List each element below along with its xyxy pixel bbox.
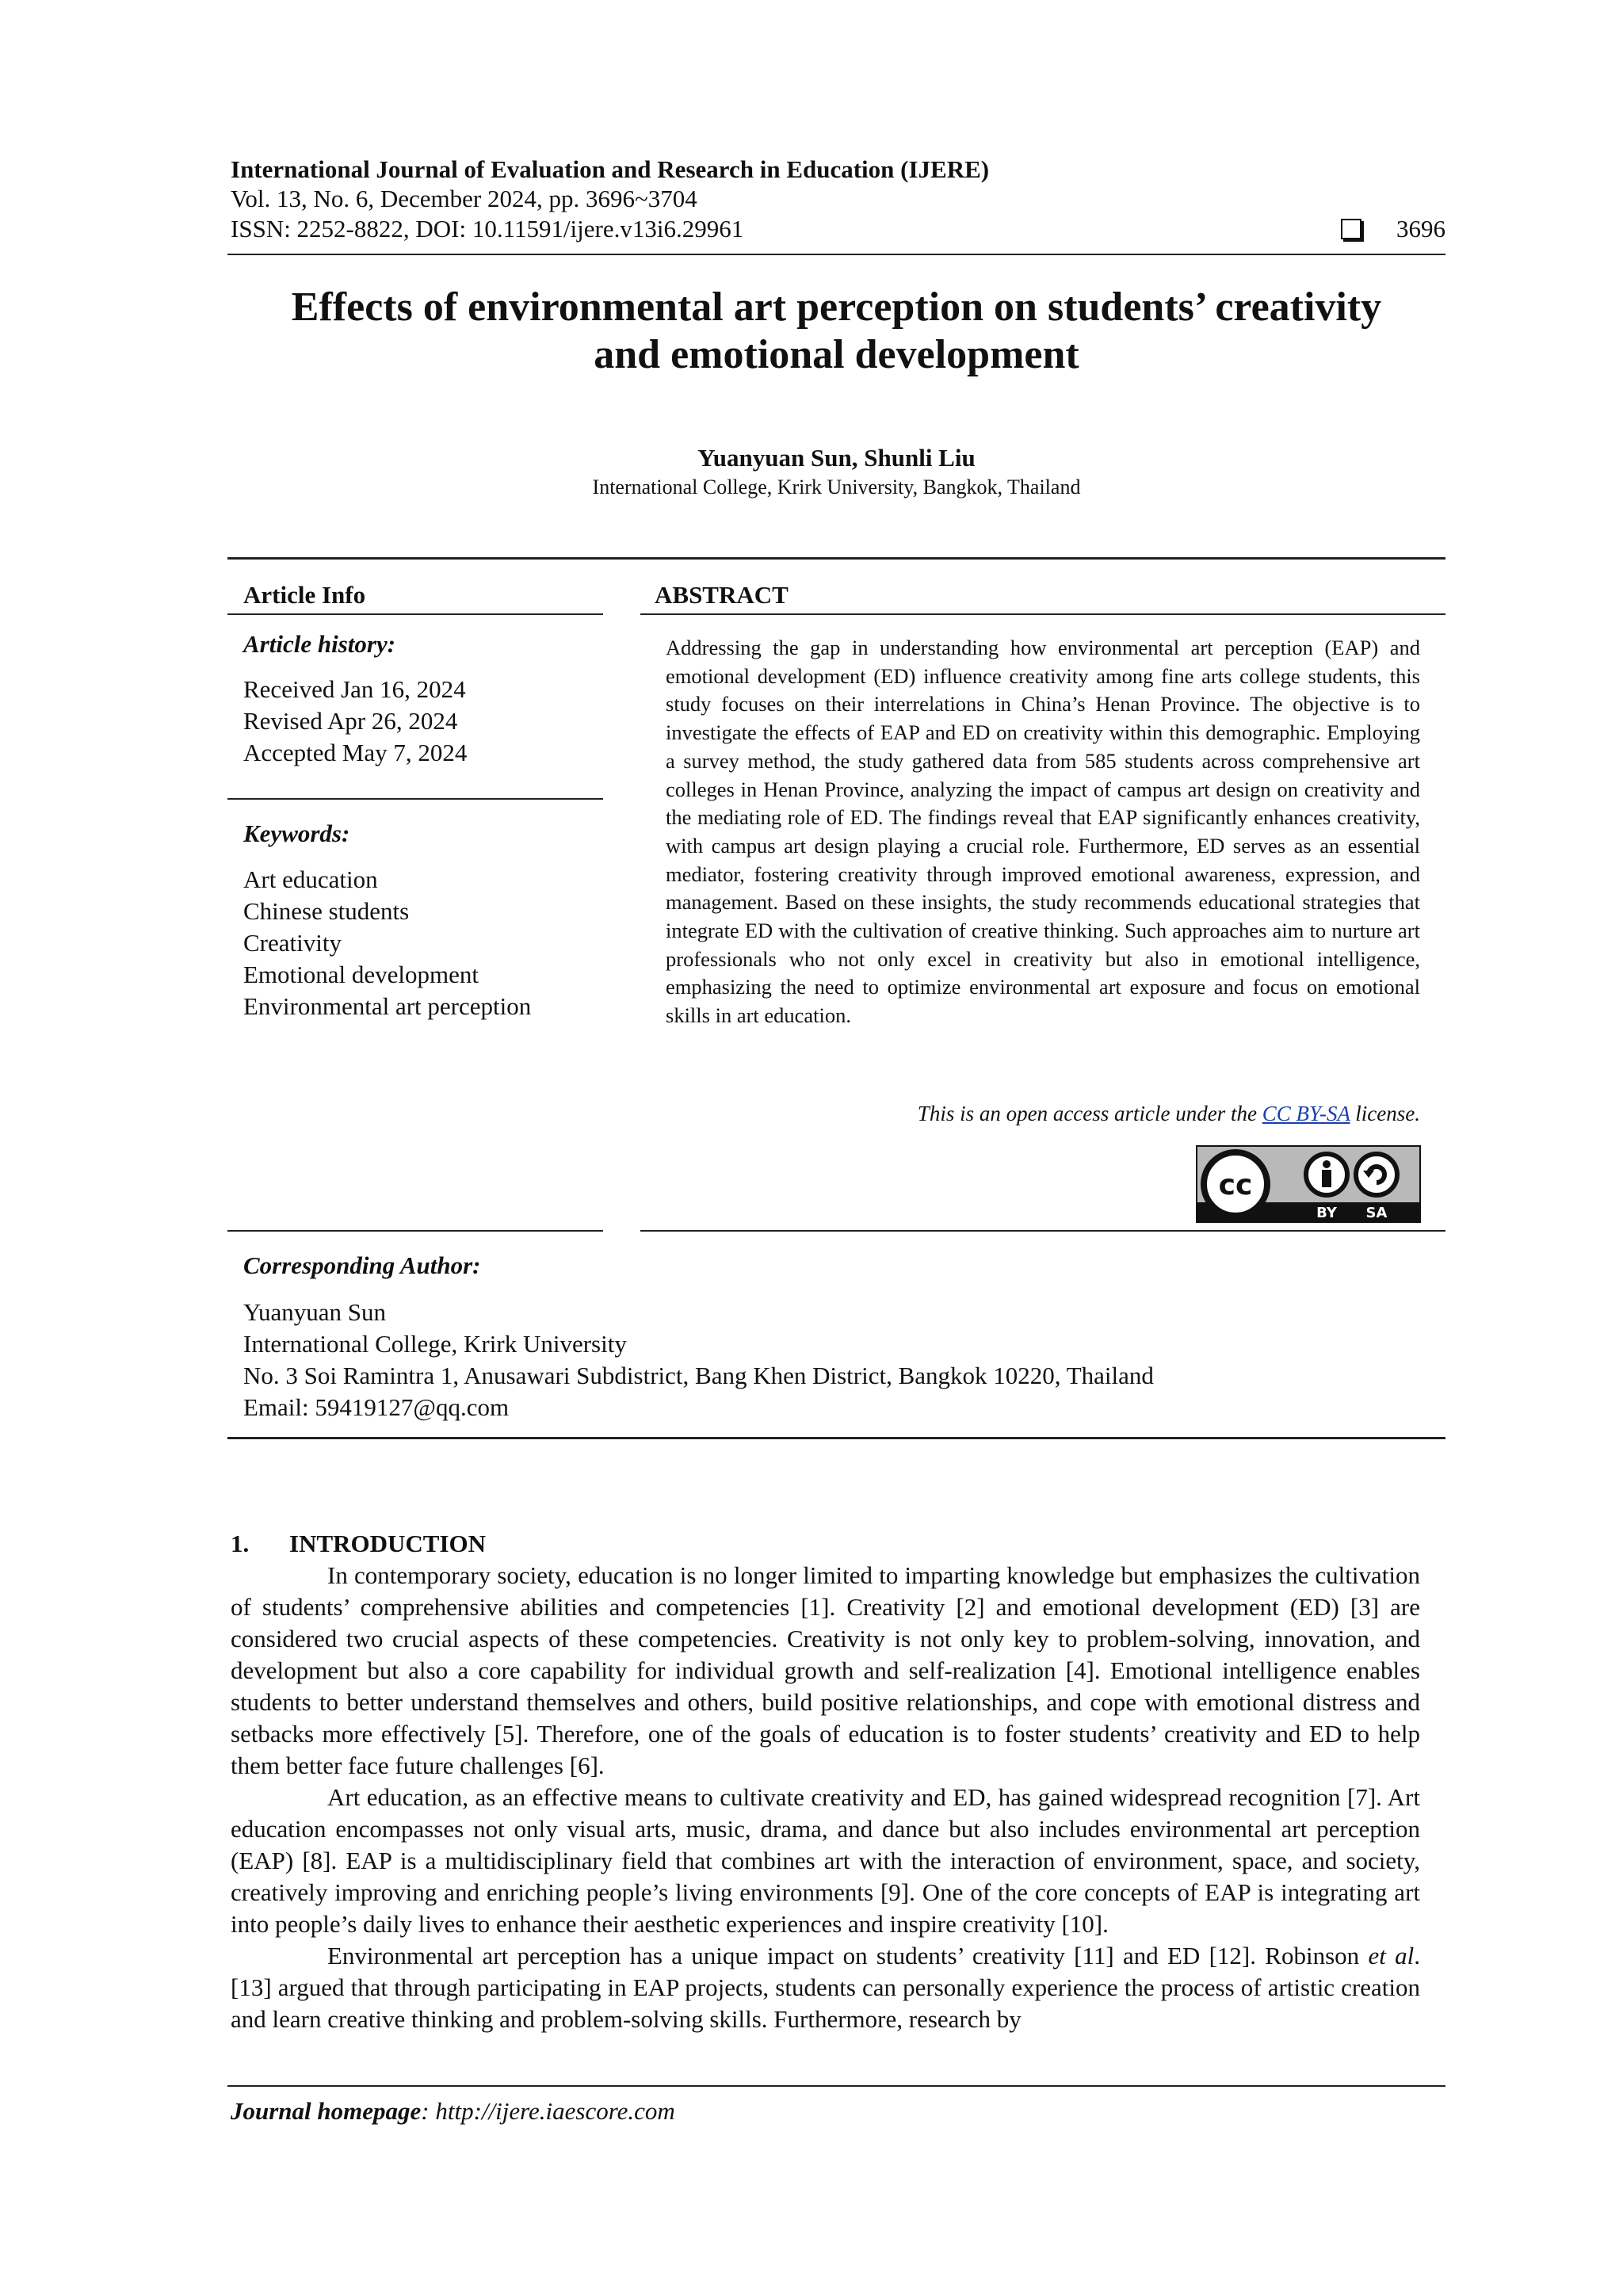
page-number: 3696 <box>1396 215 1445 243</box>
authors: Yuanyuan Sun, Shunli Liu <box>697 444 976 472</box>
abstract-text: Addressing the gap in understanding how environmental art perception (EAP) and emotional development (ED) influence creativity among fine arts college students, this study focuses on their interrelations in China’s Henan Province. The objective is to investigate the effects of EAP and ED on creativity within this demographic. Employing a survey method, the study gathered data from 585 students across comprehensive art colleges in Henan Province, analyzing the impact of campus art design on creativity and the mediating role of ED. The findings reveal that EAP significantly enhances creativity, with campus art design playing a crucial role. Furthermore, ED serves as an essential mediator, fostering creativity through improved emotional awareness, expression, and management. Based on these insights, the study recommends educational strategies that integrate ED with the cultivation of creative thinking. Such approaches aim to nurture art professionals who not only excel in creativity but also in emotional intelligence, emphasizing the need to optimize environmental art exposure and focus on emotional skills in art education. <box>666 636 1420 1028</box>
license-note <box>918 1102 1420 1126</box>
intro-paragraph-2: Art education, as an effective means to cultivate creativity and ED, has gained widespread recognition [7]. Art education encompasses not only visual arts, music, drama, and dance but also includes environmental art perception (EAP) [8]. EAP is a multidisciplinary field that combines art with the interaction of environment, space, and society, creatively improving and enriching people’s living environments [9]. One of the core concepts of EAP is integrating art into people’s daily lives to enhance their aesthetic experiences and inspire creativity [10]. <box>231 1783 1420 1938</box>
sa-icon <box>1356 1154 1397 1195</box>
abstract-bottom-rule <box>640 1230 1445 1232</box>
history-revised: Revised Apr 26, 2024 <box>243 707 458 735</box>
paper-title-line-1: Effects of environmental art perception on students’ creativity <box>291 285 1382 330</box>
corresponding-heading: Corresponding Author: <box>243 1251 481 1279</box>
keywords-list <box>243 864 531 1022</box>
square-bullet-icon <box>1341 219 1361 239</box>
paper-title <box>227 284 1445 379</box>
article-info-rule <box>227 613 603 615</box>
intro-p3-end: . [13] argued that through participating in EAP projects, students can personally experience the process of artistic creation and learn creative thinking and problem-solving skills. Furthermore, research by <box>231 1942 1420 2033</box>
abstract-heading: ABSTRACT <box>655 581 789 609</box>
section-number: 1. <box>231 1530 250 1557</box>
journal-homepage <box>231 2097 675 2126</box>
cc-icon-text: cc <box>1218 1169 1253 1201</box>
corresponding-details <box>243 1297 1154 1423</box>
history-accepted: Accepted May 7, 2024 <box>243 739 468 766</box>
info-top-rule <box>227 557 1445 560</box>
paper-title-line-2: and emotional development <box>594 332 1079 377</box>
abstract-rule <box>640 613 1445 615</box>
page-number-group <box>1341 215 1445 243</box>
footer-rule <box>227 2085 1445 2087</box>
introduction-section <box>231 1528 1420 2035</box>
footer-url[interactable]: : http://ijere.iaescore.com <box>421 2097 675 2125</box>
corresponding-email: Email: 59419127@qq.com <box>243 1393 510 1421</box>
header-divider <box>227 254 1445 255</box>
keywords-heading: Keywords: <box>243 819 350 847</box>
info-bottom-rule <box>227 1437 1445 1439</box>
article-history-heading: Article history: <box>243 630 396 658</box>
cc-by-sa-link[interactable]: CC BY-SA <box>1262 1102 1350 1125</box>
footer-label: Journal homepage <box>231 2097 422 2125</box>
keyword-item: Environmental art perception <box>243 992 532 1020</box>
article-info-bottom-rule <box>227 1230 603 1232</box>
article-history-list <box>243 674 467 769</box>
section-title: INTRODUCTION <box>289 1530 487 1557</box>
license-prefix: This is an open access article under the <box>917 1102 1262 1125</box>
keyword-item: Art education <box>243 865 378 893</box>
intro-paragraph-3 <box>231 1940 1420 2035</box>
journal-name: International Journal of Evaluation and Research in Education (IJERE) <box>231 155 990 183</box>
keywords-rule <box>227 798 603 800</box>
article-info-heading: Article Info <box>243 581 366 609</box>
keyword-item: Chinese students <box>243 897 410 925</box>
corresponding-institution: International College, Krirk University <box>243 1330 627 1358</box>
introduction-heading <box>231 1528 1420 1560</box>
journal-issn-doi: ISSN: 2252-8822, DOI: 10.11591/ijere.v13i6.29961 <box>231 215 744 243</box>
corresponding-address: No. 3 Soi Ramintra 1, Anusawari Subdistrict, Bang Khen District, Bangkok 10220, Thailand <box>243 1362 1154 1389</box>
journal-volume: Vol. 13, No. 6, December 2024, pp. 3696~3704 <box>231 185 697 212</box>
affiliation: International College, Krirk University, Bangkok, Thailand <box>592 476 1081 499</box>
cc-by-sa-badge-graphic <box>1197 1147 1419 1221</box>
cc-by-sa-badge[interactable] <box>1196 1145 1421 1223</box>
corresponding-name: Yuanyuan Sun <box>243 1298 386 1326</box>
keyword-item: Emotional development <box>243 961 479 988</box>
intro-paragraph-1: In contemporary society, education is no longer limited to imparting knowledge but emphasizes the cultivation of students’ comprehensive abilities and competencies [1]. Creativity [2] and emotional development (ED) [3] are considered two crucial aspects of these competencies. Creativity is not only key to problem-solving, innovation, and development but also a core capability for individual growth and self-realization [4]. Emotional intelligence enables students to better understand themselves and others, build positive relationships, and cope with emotional distress and setbacks more effectively [5]. Therefore, one of the goals of education is to foster students’ creativity and ED to help them better face future challenges [6]. <box>231 1561 1420 1779</box>
keyword-item: Creativity <box>243 929 342 957</box>
history-received: Received Jan 16, 2024 <box>243 675 466 703</box>
intro-p3-start: Environmental art perception has a unique impact on students’ creativity [11] and ED [12]. Robinson <box>327 1942 1369 1969</box>
sa-label: SA <box>1365 1205 1388 1221</box>
by-label: BY <box>1316 1205 1337 1221</box>
license-suffix: license. <box>1350 1102 1420 1125</box>
intro-p3-etal: et al <box>1368 1942 1415 1969</box>
